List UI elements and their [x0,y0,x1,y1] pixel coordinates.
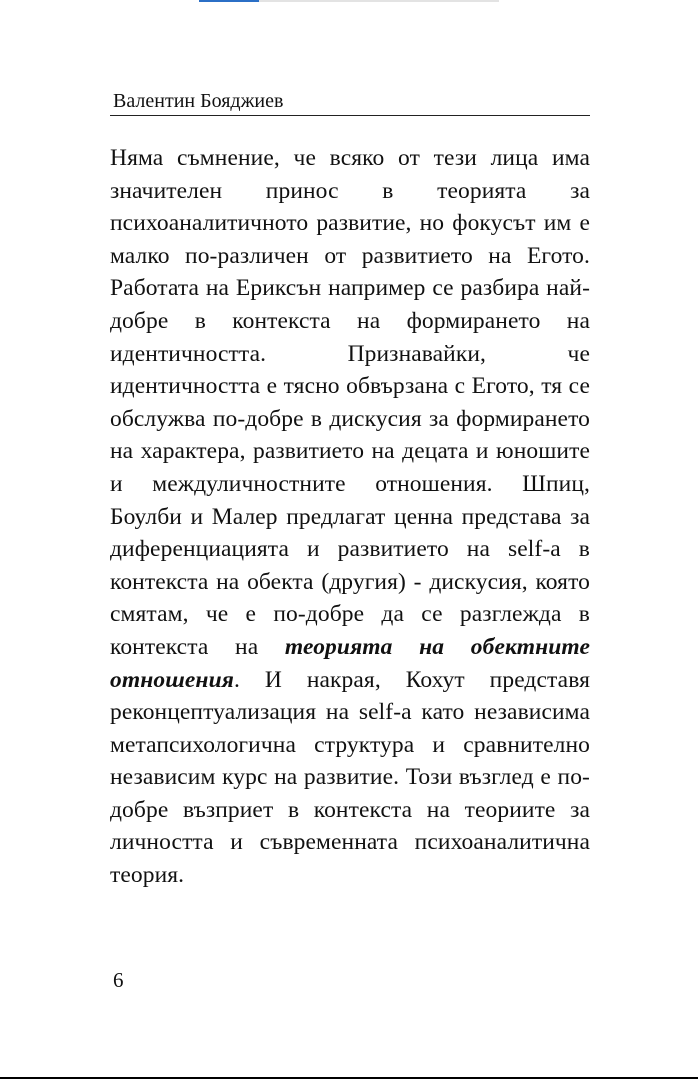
running-header [110,88,590,116]
author-name: Валентин Бояджиев [113,90,284,112]
emphasized-term: теорията на обектните отношения [110,633,590,693]
paragraph-text-end: . И накрая, Кохут представя реконцептуализация на self-а като независима метапсихологична структура и сравнително независим курс на развитие. Този възглед е по-добре възприет в контекста на теориите за личността и съвременната психоаналитична теория. [110,666,590,889]
reading-progress-fill [199,0,259,2]
page-number: 6 [113,968,124,992]
bottom-divider [0,1077,698,1079]
reading-progress-bar [199,0,499,2]
body-paragraph [110,142,590,892]
paragraph-text-start: Няма съмнение, че всяко от тези лица има значителен принос в теорията за психоаналитичното развитие, но фокусът им е малко по-различен от развитието на Егото. Работата на Ериксън например се разбира най-добре в контекста на формирането на идентичността. Признавайки, че идентичността е тясно обвързана с Егото, тя се обслужва по-добре в дискусия за формирането на характера, развитието на децата и юношите и междуличностните отношения. Шпиц, Боулби и Малер предлагат ценна представа за диференциацията и развитието на self-а в контекста на обекта (другия) - дискусия, която смятам, че е по-добре да се разглежда в контекста на [110,145,590,660]
